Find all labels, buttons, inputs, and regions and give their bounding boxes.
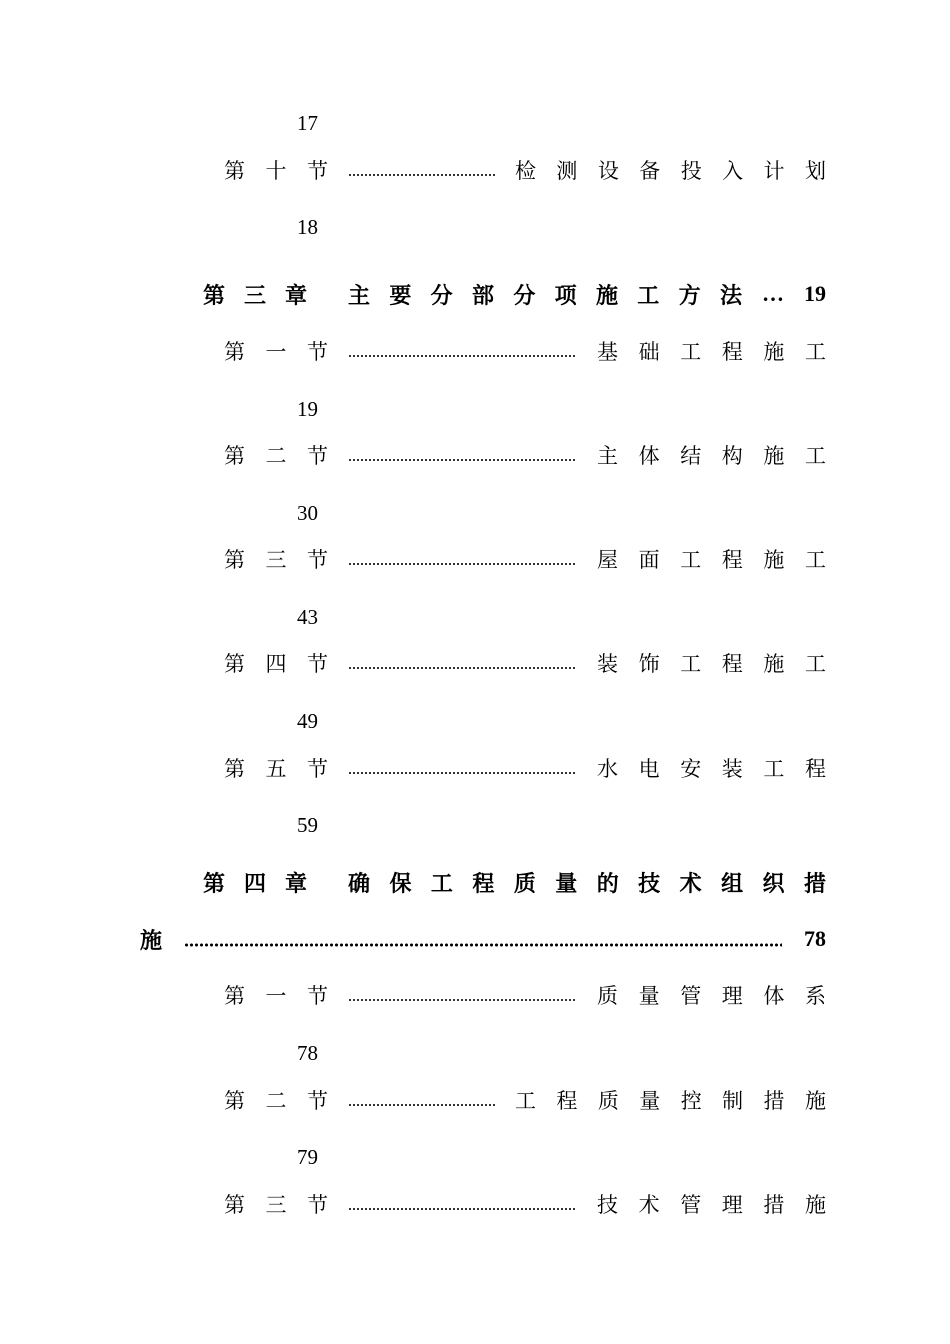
char: 工 [804,340,826,364]
char: 第 [224,444,245,468]
char: 主 [597,444,618,468]
char: 备 [639,159,661,183]
section-label [224,336,328,366]
char: 确 [348,870,371,896]
char: 三 [265,1193,287,1217]
dot-leader [348,353,577,359]
char: 四 [265,652,287,676]
section-title [597,440,826,470]
page-number: 78 [297,1041,318,1065]
char: 第 [224,340,245,364]
char: 程 [804,757,826,781]
section-title [597,980,826,1010]
char: 电 [638,757,660,781]
char: 施 [763,340,785,364]
section-label [224,155,328,185]
toc-section-entry[interactable] [224,643,826,683]
char: 理 [721,984,743,1008]
char: 技 [638,870,661,896]
page-number: 59 [297,813,318,837]
char: 面 [638,548,660,572]
char: 二 [265,444,287,468]
dot-leader [184,941,782,949]
char: 投 [680,159,702,183]
char: 术 [638,1193,660,1217]
char: 程 [472,870,495,896]
char: 第 [224,652,245,676]
char: 水 [597,757,618,781]
char: 措 [763,1089,785,1113]
char: 屋 [597,548,618,572]
toc-section-entry[interactable] [224,1184,826,1224]
char: 术 [679,870,702,896]
chapter-label [203,867,307,898]
char: 节 [307,984,328,1008]
char: 四 [243,870,266,896]
char: 项 [554,282,577,308]
char: 工 [804,444,826,468]
toc-section-entry[interactable] [224,331,826,371]
char: 二 [265,1089,287,1113]
char: 章 [284,870,307,896]
char: 理 [721,1193,743,1217]
page-number: 18 [297,215,318,239]
char: 第 [224,548,245,572]
dot-leader [348,665,577,671]
char: 第 [224,984,245,1008]
char: 节 [307,340,328,364]
char: 程 [556,1089,578,1113]
char: 工 [680,652,702,676]
dot-leader [348,770,577,776]
char: 工 [515,1089,536,1113]
char: 分 [513,282,536,308]
toc-section-entry[interactable] [224,1080,826,1120]
char: 节 [307,548,328,572]
char: 第 [224,1193,245,1217]
char: 量 [555,870,578,896]
char: 施 [763,652,785,676]
char: 管 [680,1193,702,1217]
char: 节 [307,652,328,676]
section-title [597,336,826,366]
char: 措 [803,870,826,896]
chapter-label [203,279,307,310]
section-label [224,648,328,678]
char: 管 [680,984,702,1008]
char: 一 [265,984,287,1008]
section-title [597,1189,826,1219]
char: 程 [721,548,743,572]
chapter-title [348,867,826,898]
char: 织 [762,870,785,896]
char: 入 [722,159,744,183]
char: 控 [680,1089,702,1113]
section-title [597,753,826,783]
char: 要 [389,282,412,308]
char: 装 [721,757,743,781]
char: 第 [224,757,245,781]
chapter-leader: … [762,281,784,306]
char: 三 [265,548,287,572]
char: 的 [596,870,619,896]
char: 程 [721,652,743,676]
char: 量 [638,984,660,1008]
char: 础 [638,340,660,364]
char: 措 [763,1193,785,1217]
dot-leader [348,1102,495,1108]
page-number: 30 [297,501,318,525]
char: 设 [597,159,619,183]
char: 制 [722,1089,744,1113]
toc-section-entry[interactable] [224,150,826,190]
chapter-title-continued: 施 [140,927,163,953]
char: 施 [595,282,618,308]
char: 部 [471,282,494,308]
section-title [597,648,826,678]
char: 组 [721,870,744,896]
char: 施 [804,1193,826,1217]
char: 第 [203,282,226,308]
chapter-page-number: 78 [804,926,826,951]
char: 工 [763,757,785,781]
dot-leader [348,561,577,567]
char: 节 [307,444,328,468]
chapter-title [348,279,742,310]
page-number: 79 [297,1145,318,1169]
char: 结 [680,444,702,468]
char: 工 [637,282,660,308]
char: 质 [597,984,618,1008]
char: 质 [597,1089,619,1113]
char: 节 [307,757,328,781]
char: 工 [804,652,826,676]
char: 计 [763,159,785,183]
page-number: 19 [297,397,318,421]
dot-leader [348,172,495,178]
char: 程 [721,340,743,364]
dot-leader [348,1206,577,1212]
section-title [515,155,826,185]
char: 施 [763,548,785,572]
char: 基 [597,340,618,364]
char: 节 [307,159,328,183]
char: 章 [284,282,307,308]
char: 五 [265,757,287,781]
toc-section-entry[interactable] [224,539,826,579]
char: 量 [639,1089,661,1113]
toc-section-entry[interactable] [224,748,826,788]
char: 工 [430,870,453,896]
page-number: 49 [297,709,318,733]
char: 工 [680,548,702,572]
section-title [597,544,826,574]
char: 十 [265,159,287,183]
char: 系 [804,984,826,1008]
toc-chapter-continuation[interactable] [140,919,826,959]
section-label [224,753,328,783]
char: 法 [719,282,742,308]
dot-leader [348,997,577,1003]
toc-chapter-entry[interactable] [203,862,826,902]
char: 测 [556,159,578,183]
char: 一 [265,340,287,364]
section-label [224,1085,328,1115]
char: 三 [243,282,266,308]
char: 质 [513,870,536,896]
chapter-page-number: 19 [804,281,826,306]
section-label [224,1189,328,1219]
char: 体 [638,444,660,468]
toc-section-entry[interactable] [224,435,826,475]
page-number: 43 [297,605,318,629]
char: 保 [389,870,412,896]
section-title [515,1085,826,1115]
char: 节 [307,1193,328,1217]
char: 划 [804,159,826,183]
toc-section-entry[interactable] [224,975,826,1015]
char: 检 [515,159,536,183]
char: 施 [804,1089,826,1113]
char: 装 [597,652,618,676]
section-label [224,544,328,574]
char: 主 [348,282,371,308]
char: 技 [597,1193,618,1217]
toc-chapter-entry[interactable] [203,274,826,314]
char: 构 [721,444,743,468]
page-number: 17 [297,111,318,135]
char: 体 [763,984,785,1008]
char: 第 [224,159,245,183]
char: 安 [680,757,702,781]
char: 第 [224,1089,245,1113]
char: 节 [307,1089,328,1113]
char: 工 [680,340,702,364]
section-label [224,440,328,470]
section-label [224,980,328,1010]
dot-leader [348,457,577,463]
char: 第 [203,870,226,896]
char: 分 [430,282,453,308]
char: 施 [763,444,785,468]
char: 方 [678,282,701,308]
char: 饰 [638,652,660,676]
char: 工 [804,548,826,572]
